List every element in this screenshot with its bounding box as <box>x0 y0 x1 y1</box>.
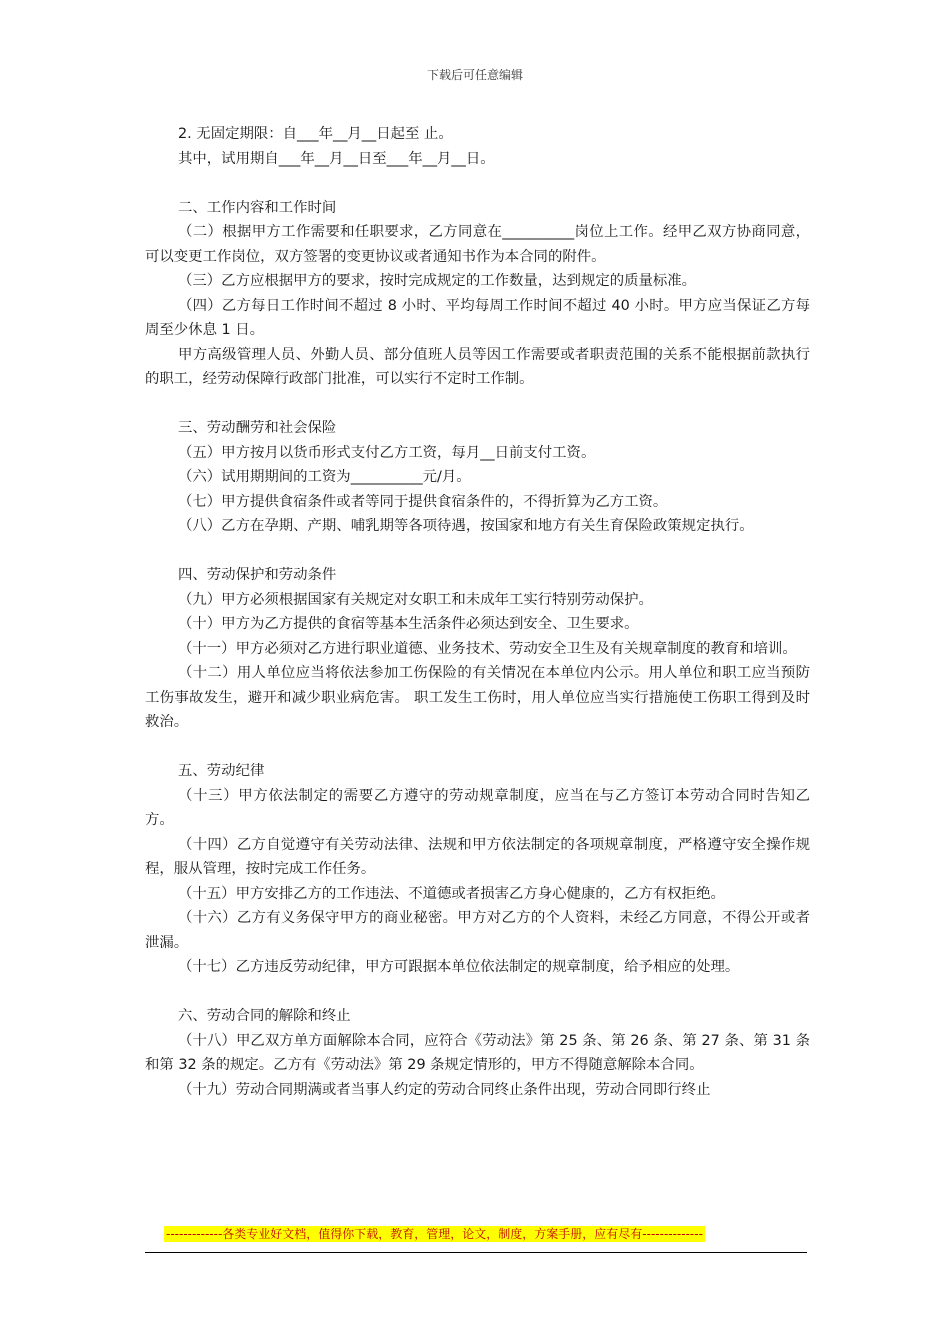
section-spacer <box>145 980 810 1005</box>
footer-divider <box>145 1252 807 1253</box>
paragraph: （十七）乙方违反劳动纪律，甲方可跟据本单位依法制定的规章制度，给予相应的处理。 <box>178 959 740 975</box>
paragraph: （八）乙方在孕期、产期、哺乳期等各项待遇，按国家和地方有关生育保险政策规定执行。 <box>178 518 754 534</box>
document-body <box>145 122 810 1102</box>
paragraph: （十二）用人单位应当将依法参加工伤保险的有关情况在本单位内公示。用人单位和职工应当预防工伤事故发生，避开和减少职业病危害。 职工发生工伤时，用人单位应当实行措施使工伤职工得到及时救治。 <box>145 665 810 730</box>
paragraph: （二）根据甲方工作需要和任职要求，乙方同意在__________岗位上工作。经甲乙双方协商同意，可以变更工作岗位，双方签署的变更协议或者通知书作为本合同的附件。 <box>145 224 810 265</box>
paragraph: 其中，试用期自___年__月__日至___年__月__日。 <box>178 150 495 167</box>
paragraph: （九）甲方必须根据国家有关规定对女职工和未成年工实行特别劳动保护。 <box>178 591 653 608</box>
section-heading: 二、工作内容和工作时间 <box>178 199 337 216</box>
paragraph: （十三）甲方依法制定的需要乙方遵守的劳动规章制度，应当在与乙方签订本劳动合同时告知乙方。 <box>145 787 810 828</box>
paragraph: （五）甲方按月以货币形式支付乙方工资，每月__日前支付工资。 <box>178 444 596 461</box>
paragraph: 甲方高级管理人员、外勤人员、部分值班人员等因工作需要或者职责范围的关系不能根据前款执行的职工，经劳动保障行政部门批准，可以实行不定时工作制。 <box>145 346 810 387</box>
paragraph: （四）乙方每日工作时间不超过 8 小时、平均每周工作时间不超过 40 小时。甲方应当保证乙方每周至少休息 1 日。 <box>145 297 810 338</box>
section-heading: 三、劳动酬劳和社会保险 <box>178 420 337 436</box>
paragraph: （七）甲方提供食宿条件或者等同于提供食宿条件的，不得折算为乙方工资。 <box>178 493 668 510</box>
paragraph: （十九）劳动合同期满或者当事人约定的劳动合同终止条件出现，劳动合同即行终止 <box>178 1081 711 1098</box>
section-spacer <box>145 735 810 760</box>
section-heading: 五、劳动纪律 <box>178 763 265 779</box>
section-spacer <box>145 392 810 417</box>
paragraph: （十八）甲乙双方单方面解除本合同，应符合《劳动法》第 25 条、第 26 条、第 27 条、第 31 条和第 32 条的规定。乙方有《劳动法》第 29 条规定情形的，甲方不得随意解除本合同。 <box>145 1032 810 1073</box>
paragraph: （三）乙方应根据甲方的要求，按时完成规定的工作数量，达到规定的质量标准。 <box>178 273 697 289</box>
section-heading: 六、劳动合同的解除和终止 <box>178 1008 351 1024</box>
paragraph: （十六）乙方有义务保守甲方的商业秘密。甲方对乙方的个人资料，未经乙方同意，不得公开或者泄漏。 <box>145 910 810 951</box>
paragraph: （十四）乙方自觉遵守有关劳动法律、法规和甲方依法制定的各项规章制度，严格遵守安全操作规程，服从管理，按时完成工作任务。 <box>145 836 810 877</box>
footer-banner: -------------各类专业好文档，值得你下载，教育，管理，论文，制度，方案手册，应有尽有-------------- <box>166 1227 703 1241</box>
page-header: 下载后可任意编辑 <box>426 68 523 82</box>
section-heading: 四、劳动保护和劳动条件 <box>178 567 337 583</box>
paragraph: 2. 无固定期限：自___年__月__日起至 止。 <box>178 126 453 142</box>
paragraph: （十一）甲方必须对乙方进行职业道德、业务技术、劳动安全卫生及有关规章制度的教育和培训。 <box>178 640 797 657</box>
section-spacer <box>145 539 810 564</box>
paragraph: （十）甲方为乙方提供的食宿等基本生活条件必须达到安全、卫生要求。 <box>178 616 639 632</box>
section-spacer <box>145 171 810 196</box>
page-footer <box>145 1223 807 1253</box>
paragraph: （六）试用期期间的工资为__________元/月。 <box>178 469 471 485</box>
paragraph: （十五）甲方安排乙方的工作违法、不道德或者损害乙方身心健康的，乙方有权拒绝。 <box>178 885 725 902</box>
